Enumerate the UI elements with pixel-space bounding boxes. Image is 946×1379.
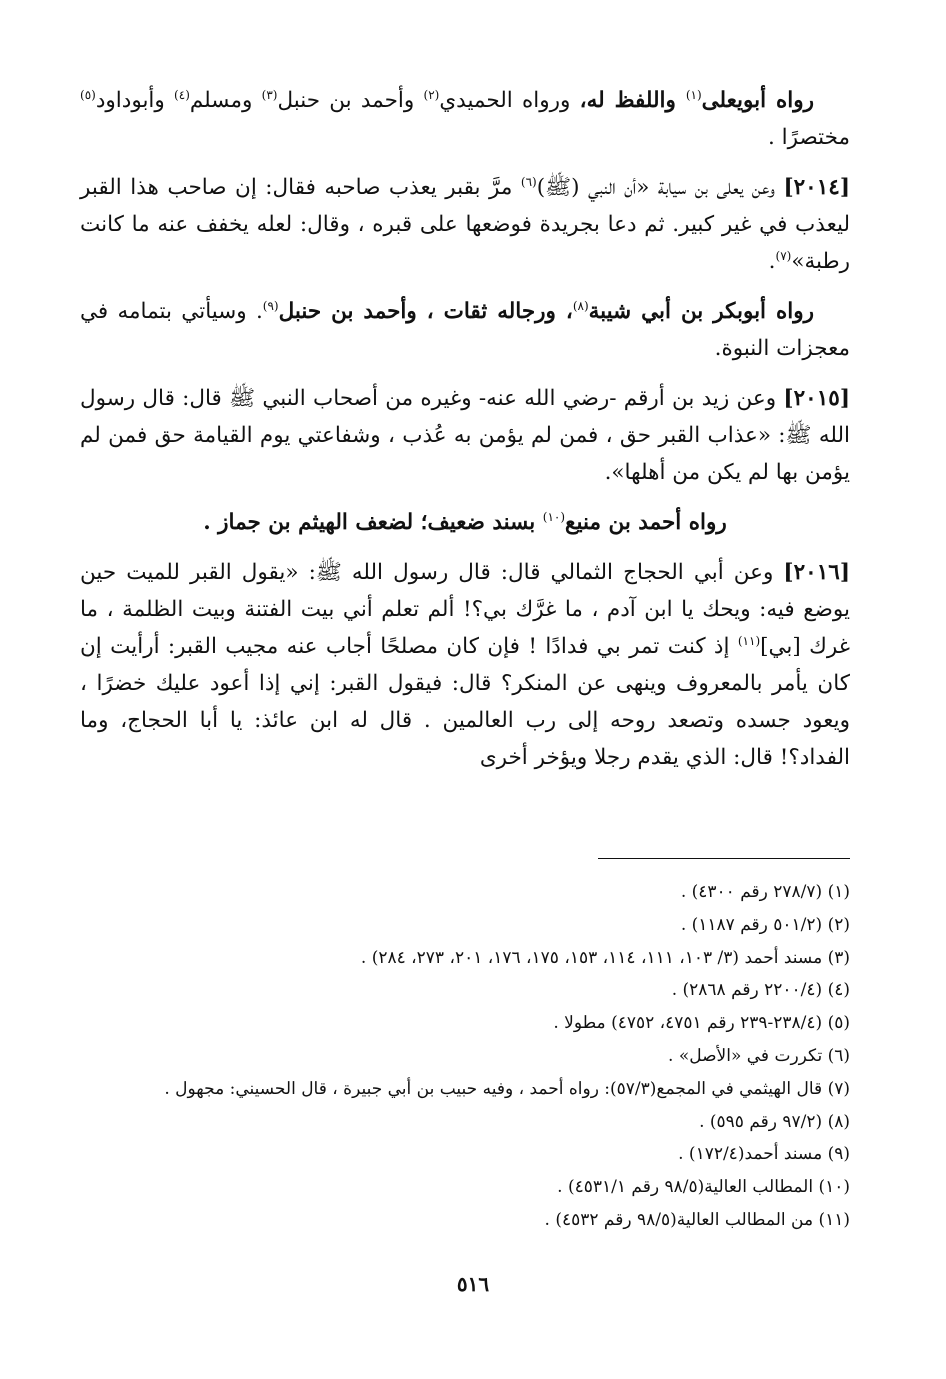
footnote-item: (١٠) المطالب العالية(٩٨/٥ رقم ٤٥٣١/١) . xyxy=(557,1177,850,1198)
footnote-ref[interactable]: (٥) xyxy=(80,87,96,102)
paragraph-narration-1 xyxy=(80,82,850,156)
text: مرَّ بقبر يعذب صاحبه فقال: إن صاحب هذا القبر ليعذب في غير كبير. ثم دعا بجريدة فوضعها على قبره ، وقال: لعله يخفف عنه ما كانت رطبة» xyxy=(80,175,850,274)
hadith-number: [٢٠١٥] xyxy=(783,386,850,411)
text-bold: ، ورجاله ثقات ، وأحمد بن حنبل xyxy=(278,299,573,324)
text: وأبوداود xyxy=(95,88,175,113)
footnote-item: (٢) (٥٠١/٢ رقم ١١٨٧) . xyxy=(680,914,850,935)
hadith-number: [٢٠١٦] xyxy=(783,560,850,585)
paragraph-narration-3 xyxy=(80,504,850,541)
text-bold: رواه أبويعلى xyxy=(701,88,815,113)
text: وأحمد بن حنبل xyxy=(277,88,424,113)
footnote-item: (٤) (٢٢٠٠/٤ رقم ٢٨٦٨) . xyxy=(671,980,850,1001)
footnote-item: (٥) (٢٣٨/٤-٢٣٩ رقم ٤٧٥١، ٤٧٥٢) مطولا . xyxy=(553,1013,850,1034)
footnote-item: (٨) (٩٧/٢ رقم ٥٩٥) . xyxy=(699,1111,850,1132)
hadith-2014 xyxy=(80,169,850,280)
text-bold: واللفظ له، xyxy=(579,88,686,113)
text: إذ كنت تمر بي فدادًا ! فإن كان مصلحًا أجاب عنه مجيب القبر: أرأيت إن كان يأمر بالمعروف وينهى عن المنكر؟ قال: فيقول القبر: إني إذا أعود عليك خضرًا ، ويعود جسده وتصعد روحه إلى رب العالمين . قال له ابن عائذ: يا أبا الحجاج، وما الفداد؟! قال: الذي يقدم رجلا ويؤخر أخرى xyxy=(80,634,850,770)
text: وعن يعلى بن سيابة «أن النبي (ﷺ) xyxy=(536,175,784,200)
footnote-item: (١١) من المطالب العالية(٩٨/٥ رقم ٤٥٣٢) . xyxy=(544,1209,850,1230)
hadith-2015 xyxy=(80,380,850,491)
main-text xyxy=(80,82,850,789)
footnote-ref[interactable]: (١) xyxy=(685,87,702,102)
page-number: ٥١٦ xyxy=(456,1272,490,1296)
footnote-ref[interactable]: (٢) xyxy=(423,87,440,102)
text: . xyxy=(768,249,776,274)
footnote-ref[interactable]: (٦) xyxy=(520,174,537,189)
text-bold: رواه أبوبكر بن أبي شيبة xyxy=(588,299,814,324)
footnote-item: (٩) مسند أحمد(١٧٢/٤) . xyxy=(678,1144,850,1165)
text: ومسلم xyxy=(189,88,262,113)
footnote-item: (٧) قال الهيثمي في المجمع(٥٧/٣): رواه أحمد ، وفيه حبيب بن أبي جبيرة ، قال الحسيني: مجهول . xyxy=(164,1078,850,1099)
paragraph-narration-2 xyxy=(80,293,850,367)
footnote-item: (١) (٢٧٨/٧ رقم ٤٣٠٠) . xyxy=(680,882,850,902)
text: وعن زيد بن أرقم -رضي الله عنه- وغيره من أصحاب النبي ﷺ قال: قال رسول الله ﷺ: «عذاب القبر حق ، فمن لم يؤمن به عُذب ، وشفاعتي يوم القيامة حق فمن لم يؤمن بها لم يكن من أهلها». xyxy=(80,386,850,485)
text: وعن أبي الحجاج الثمالي قال: قال رسول الله ﷺ: «يقول القبر للميت حين يوضع فيه: ويحك يا ابن آدم ، ما غرَّك بي؟! ألم تعلم أني بيت الفتنة وبيت الظلمة ، ما غرك [بي] xyxy=(80,560,851,659)
footnote-ref[interactable]: (٨) xyxy=(572,298,589,313)
text: . وسيأتي بتمامه في معجزات النبوة. xyxy=(80,299,850,361)
footnote-ref[interactable]: (٤) xyxy=(174,87,190,102)
hadith-2016 xyxy=(80,554,850,776)
text: مختصرًا . xyxy=(767,125,850,150)
text-bold: رواه أحمد بن منيع xyxy=(565,510,727,535)
footnote-ref[interactable]: (١٠) xyxy=(542,509,566,524)
footnote-ref[interactable]: (٧) xyxy=(775,248,792,263)
footnote-divider xyxy=(598,858,850,859)
footnote-ref[interactable]: (٩) xyxy=(262,298,279,313)
text: ورواه الحميدي xyxy=(439,88,580,113)
footnote-ref[interactable]: (٣) xyxy=(261,87,278,102)
footnotes-list xyxy=(80,876,850,1237)
footnote-item: (٦) تكررت في «الأصل» . xyxy=(668,1045,850,1066)
footnote-ref[interactable]: (١١) xyxy=(737,633,761,648)
hadith-number: [٢٠١٤] xyxy=(783,175,851,200)
footnote-item: (٣) مسند أحمد (٣/ ١٠٣، ١١١، ١١٤، ١٥٣، ١٧٥، ١٧٦، ٢٠١، ٢٧٣، ٢٨٤) . xyxy=(360,947,850,968)
text-bold: بسند ضعيف؛ لضعف الهيثم بن جماز . xyxy=(203,510,543,535)
